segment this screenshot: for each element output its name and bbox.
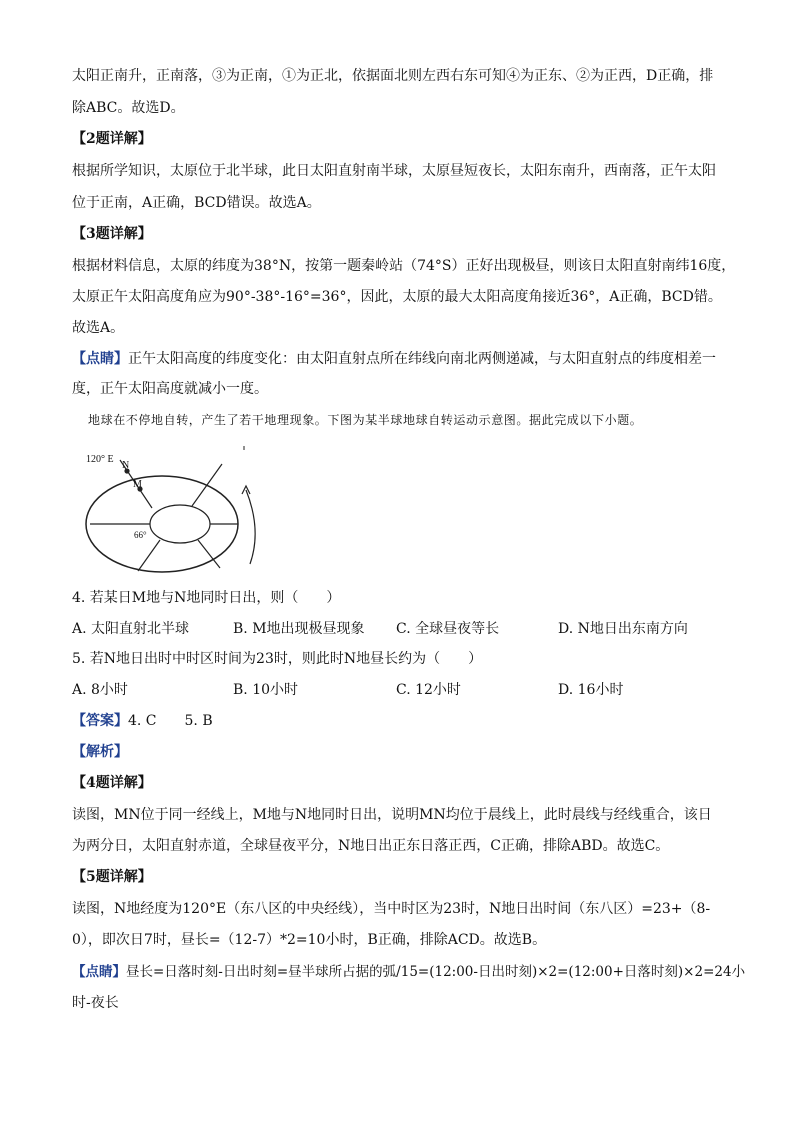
text-line: 位于正南，A正确，BCD错误。故选A。 bbox=[72, 195, 321, 211]
section-heading: 【3题详解】 bbox=[72, 226, 152, 242]
q4-option-c: C. 全球昼夜等长 bbox=[396, 621, 500, 637]
text-line: 除ABC。故选D。 bbox=[72, 100, 185, 116]
text-line: 为两分日，太阳直射赤道，全球昼夜平分，N地日出正东日落正西，C正确，排除ABD。故选C。 bbox=[72, 838, 670, 854]
q4-option-a: A. 太阳直射北半球 bbox=[72, 621, 190, 637]
label-n: N bbox=[122, 460, 130, 471]
section-heading: 【4题详解】 bbox=[72, 775, 152, 791]
text-line: 太阳正南升，正南落，③为正南，①为正北，依据面北则左西右东可知④为正东、②为正西，D正确，排 bbox=[72, 68, 714, 84]
answer-text: 4. C 5. B bbox=[128, 713, 213, 729]
text-line: 故选A。 bbox=[72, 320, 125, 336]
text-line: 度，正午太阳高度就减小一度。 bbox=[72, 381, 268, 397]
tip-label: 【点睛】 bbox=[72, 351, 128, 367]
tip-label: 【点睛】 bbox=[72, 964, 126, 980]
tip-line bbox=[72, 962, 745, 982]
answer-line bbox=[72, 711, 213, 731]
text-line: 读图，N地经度为120°E（东八区的中央经线），当中时区为23时，N地日出时间（东八区）=23+（8- bbox=[72, 901, 711, 917]
question-intro: 地球在不停地自转，产生了若干地理现象。下图为某半球地球自转运动示意图。据此完成以下小题。 bbox=[88, 413, 643, 427]
text-line: 根据材料信息，太原的纬度为38°N，按第一题秦岭站（74°S）正好出现极昼，则该日太阳直射南纬16度， bbox=[72, 258, 736, 274]
earth-rotation-diagram bbox=[80, 446, 280, 576]
meridian-line bbox=[138, 540, 160, 571]
meridian-line bbox=[192, 464, 222, 506]
question-4: 4. 若某日M地与N地同时日出，则（ ） bbox=[72, 590, 341, 606]
q5-option-a: A. 8小时 bbox=[72, 682, 128, 698]
text-line: 根据所学知识，太原位于北半球，此日太阳直射南半球，太原昼短夜长，太阳东南升，西南落，正午太阳 bbox=[72, 163, 716, 179]
text-line: 太原正午太阳高度角应为90°-38°-16°=36°，因此，太原的最大太阳高度角接近36°，A正确，BCD错。 bbox=[72, 289, 722, 305]
tip-line bbox=[72, 349, 716, 369]
text-line: 读图，MN位于同一经线上，M地与N地同时日出，说明MN均位于晨线上，此时晨线与经线重合，该日 bbox=[72, 807, 712, 823]
q4-option-b: B. M地出现极昼现象 bbox=[233, 621, 365, 637]
q4-option-d: D. N地日出东南方向 bbox=[558, 621, 688, 637]
text-line: 时-夜长 bbox=[72, 995, 119, 1011]
section-heading: 【2题详解】 bbox=[72, 131, 152, 147]
question-5: 5. 若N地日出时中时区时间为23时，则此时N地昼长约为（ ） bbox=[72, 651, 483, 667]
label-latitude: 66° bbox=[134, 530, 147, 540]
label-m: M bbox=[133, 479, 142, 490]
q5-option-b: B. 10小时 bbox=[233, 682, 299, 698]
meridian-line bbox=[198, 540, 220, 568]
q5-option-d: D. 16小时 bbox=[558, 682, 624, 698]
tip-text: 正午太阳高度的纬度变化：由太阳直射点所在纬线向南北两侧递减，与太阳直射点的纬度相差一 bbox=[128, 351, 716, 367]
rotation-arrow bbox=[246, 490, 255, 564]
tip-text: 昼长=日落时刻-日出时刻=昼半球所占据的弧/15=(12:00-日出时刻)×2=(12:00+日落时刻)×2=24小 bbox=[126, 964, 746, 980]
answer-label: 【答案】 bbox=[72, 713, 128, 729]
section-heading: 【5题详解】 bbox=[72, 869, 152, 885]
text-line: 0），即次日7时，昼长=（12-7）*2=10小时，B正确，排除ACD。故选B。 bbox=[72, 932, 547, 948]
analysis-label: 【解析】 bbox=[72, 744, 128, 760]
q5-option-c: C. 12小时 bbox=[396, 682, 461, 698]
inner-circle bbox=[150, 505, 210, 543]
label-longitude: 120° E bbox=[86, 454, 114, 465]
